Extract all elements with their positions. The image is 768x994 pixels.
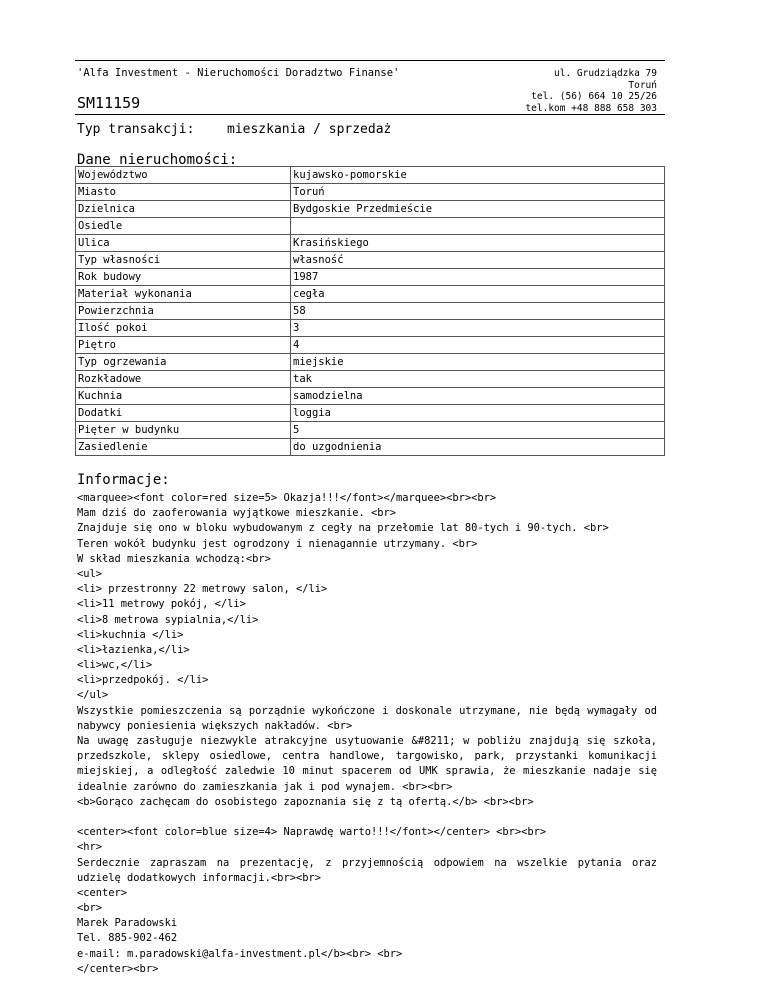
property-value: 5	[291, 422, 665, 439]
property-value: cegła	[291, 286, 665, 303]
info-line: <br>	[77, 902, 103, 915]
property-row	[76, 184, 665, 201]
info-line: Znajduje się ono w bloku wybudowanym z cegły na przełomie lat 80-tych i 90-tych. <br>	[77, 522, 609, 535]
property-row	[76, 388, 665, 405]
property-row	[76, 320, 665, 337]
property-key: Osiedle	[76, 218, 291, 235]
property-value: do uzgodnienia	[291, 439, 665, 456]
listing-code: SM11159	[77, 94, 141, 112]
property-row	[76, 167, 665, 184]
info-line: <li>8 metrowa sypialnia,</li>	[77, 613, 259, 626]
property-row	[76, 422, 665, 439]
property-row	[76, 371, 665, 388]
info-line: Teren wokół budynku jest ogrodzony i nienagannie utrzymany. <br>	[77, 537, 478, 550]
property-value: 1987	[291, 269, 665, 286]
property-key: Rozkładowe	[76, 371, 291, 388]
info-line: miejskiej, a odległość zaledwie 10 minut spacerem od UMK sprawia, że mieszkanie nadaje się	[77, 765, 657, 778]
company-address	[525, 68, 657, 114]
info-line: przedszkole, sklepy osiedlowe, centra handlowe, targowisko, park, przystanki komunikacji	[77, 750, 657, 763]
property-value: tak	[291, 371, 665, 388]
property-value: samodzielna	[291, 388, 665, 405]
info-line: Marek Paradowski	[77, 917, 178, 930]
info-line: <li>kuchnia </li>	[77, 628, 184, 641]
property-key: Ilość pokoi	[76, 320, 291, 337]
property-row	[76, 286, 665, 303]
property-key: Powierzchnia	[76, 303, 291, 320]
info-line: <li>przedpokój. </li>	[77, 674, 209, 687]
property-row	[76, 218, 665, 235]
info-line: <marquee><font color=red size=5> Okazja!!!</font></marquee><br><br>	[77, 492, 497, 504]
property-key: Typ ogrzewania	[76, 354, 291, 371]
info-line: <li>11 metrowy pokój, </li>	[77, 598, 246, 611]
property-key: Typ własności	[76, 252, 291, 269]
property-row	[76, 235, 665, 252]
info-line: Na uwagę zasługuje niezwykle atrakcyjne usytuowanie &#8211; w pobliżu znajdują się szkoła,	[77, 735, 657, 747]
address-street: ul. Grudziądzka 79	[554, 68, 657, 79]
transaction-value: mieszkania / sprzedaż	[227, 122, 392, 137]
property-value: Krasińskiego	[291, 235, 665, 252]
property-table	[75, 166, 665, 456]
property-value: loggia	[291, 405, 665, 422]
address-city: Toruń	[628, 79, 657, 91]
property-key: Zasiedlenie	[76, 439, 291, 456]
transaction-label: Typ transakcji:	[77, 122, 195, 137]
info-section-title: Informacje:	[77, 472, 170, 488]
info-line: <hr>	[77, 841, 103, 854]
info-line: <center><font color=blue size=4> Naprawdę warto!!!</font></center> <br><br>	[77, 826, 547, 839]
info-line: idealnie zarówno do zamieszkania jak i pod wynajem. <br><br>	[77, 780, 453, 793]
property-key: Materiał wykonania	[76, 286, 291, 303]
document-header	[75, 62, 665, 114]
property-value: kujawsko-pomorskie	[291, 167, 665, 184]
info-line: Mam dziś do zaoferowania wyjątkowe mieszkanie. <br>	[77, 507, 397, 520]
info-line: Serdecznie zapraszam na prezentację, z przyjemnością odpowiem na wszelkie pytania oraz	[77, 856, 657, 869]
info-line: <li>łazienka,</li>	[77, 643, 190, 656]
info-line: </center><br>	[77, 962, 159, 975]
header-bottom-rule	[75, 114, 665, 115]
info-line: <ul>	[77, 567, 103, 580]
property-key: Pięter w budynku	[76, 422, 291, 439]
property-key: Dzielnica	[76, 201, 291, 218]
info-line: e-mail: m.paradowski@alfa-investment.pl</b><br> <br>	[77, 947, 403, 960]
info-line: W skład mieszkania wchodzą:<br>	[77, 552, 271, 565]
property-row	[76, 337, 665, 354]
info-line: <b>Gorąco zachęcam do osobistego zapoznania się z tą ofertą.</b> <br><br>	[77, 795, 534, 808]
address-phone: tel. (56) 664 10 25/26	[531, 91, 657, 102]
property-row	[76, 405, 665, 422]
property-key: Piętro	[76, 337, 291, 354]
address-mobile: tel.kom +48 888 658 303	[525, 102, 657, 114]
property-value: Toruń	[291, 184, 665, 201]
info-line	[77, 810, 657, 825]
info-text	[77, 491, 657, 977]
property-row	[76, 269, 665, 286]
property-value	[291, 218, 665, 235]
company-name: 'Alfa Investment - Nieruchomości Doradztwo Finanse'	[77, 67, 400, 79]
transaction-type	[77, 122, 391, 137]
info-line: Tel. 885-902-462	[77, 932, 178, 945]
property-value: miejskie	[291, 354, 665, 371]
property-key: Ulica	[76, 235, 291, 252]
property-row	[76, 303, 665, 320]
property-key: Rok budowy	[76, 269, 291, 286]
property-row	[76, 252, 665, 269]
property-key: Kuchnia	[76, 388, 291, 405]
property-row	[76, 439, 665, 456]
property-value: 4	[291, 337, 665, 354]
property-key: Miasto	[76, 184, 291, 201]
info-line: <li> przestronny 22 metrowy salon, </li>	[77, 583, 328, 596]
property-value: Bydgoskie Przedmieście	[291, 201, 665, 218]
header-top-rule	[75, 60, 665, 61]
property-key: Województwo	[76, 167, 291, 184]
info-line: udzielę dodatkowych informacji.<br><br>	[77, 871, 321, 884]
info-line: nabywcy poniesienia większych nakładów. <br>	[77, 719, 353, 732]
property-section-title: Dane nieruchomości:	[77, 152, 238, 168]
property-row	[76, 201, 665, 218]
property-value: 3	[291, 320, 665, 337]
property-row	[76, 354, 665, 371]
info-line: </ul>	[77, 689, 109, 702]
info-line: <li>wc,</li>	[77, 659, 153, 672]
property-key: Dodatki	[76, 405, 291, 422]
property-value: własność	[291, 252, 665, 269]
info-line: <center>	[77, 886, 128, 899]
info-line: Wszystkie pomieszczenia są porządnie wykończone i doskonale utrzymane, nie będą wymagały od	[77, 704, 657, 717]
property-value: 58	[291, 303, 665, 320]
